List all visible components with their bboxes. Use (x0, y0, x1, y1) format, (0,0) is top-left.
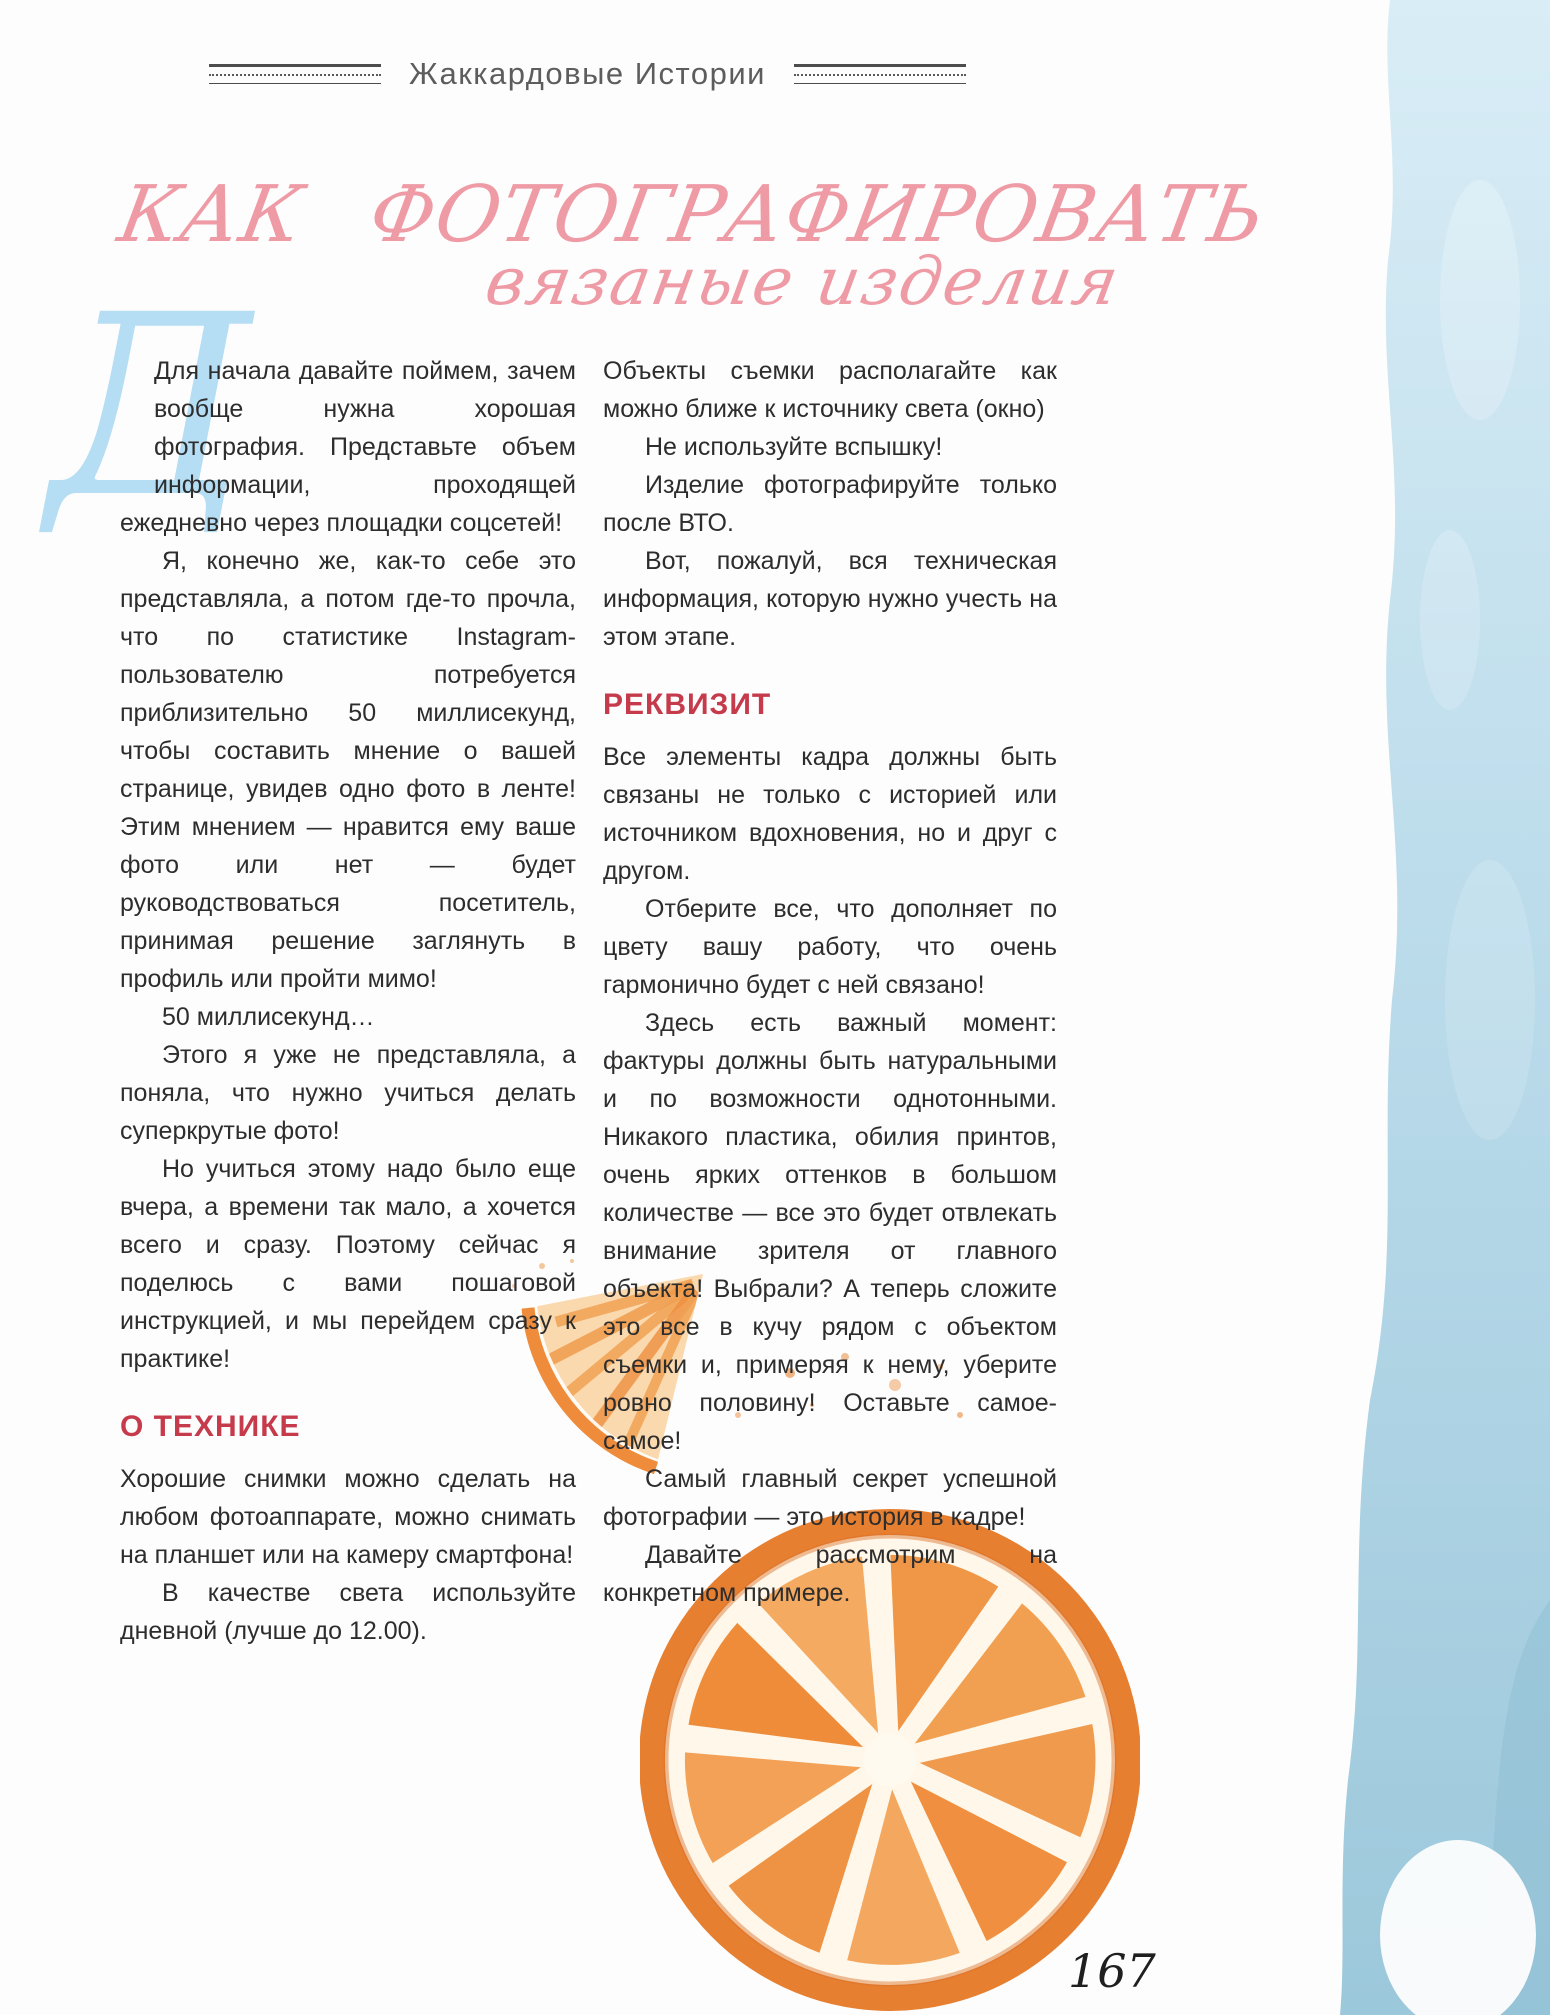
section-heading-props: РЕКВИЗИТ (603, 688, 772, 721)
rule-line (209, 83, 381, 84)
drop-cap-spacer (120, 352, 154, 504)
rule-line (209, 74, 381, 76)
rule-line (794, 74, 966, 76)
article-title-line2: вязаные изделия (480, 243, 1126, 320)
rule-line (209, 64, 381, 67)
paragraph: Вот, пожалуй, вся техническая информация, которую нужно учесть на этом этапе. (603, 547, 1057, 651)
paragraph: Но учиться этому надо было еще вчера, а времени так мало, а хочется всего и сразу. Поэтому сейчас я поделюсь с вами пошаговой инструкцией, и мы перейдем сразу к практике! (120, 1155, 576, 1373)
section-heading-technique: О ТЕХНИКЕ (120, 1410, 301, 1443)
paragraph: Давайте рассмотрим на конкретном примере. (603, 1541, 1057, 1607)
article-title-line1: КАК ФОТОГРАФИРОВАТЬ (112, 170, 1272, 260)
column-left (120, 352, 576, 1650)
paragraph: Этого я уже не представляла, а поняла, что нужно учиться делать суперкрутые фото! (120, 1041, 576, 1145)
rule-line (794, 83, 966, 84)
drop-cap-letter: Д (48, 261, 252, 552)
paragraph: Отберите все, что дополняет по цвету вашу работу, что очень гармонично будет с ней связано! (603, 895, 1057, 999)
page-header (0, 56, 1175, 92)
header-rule-left (209, 64, 381, 84)
series-title: Жаккардовые Истории (409, 56, 766, 91)
paragraph-text: Для начала давайте поймем, зачем вообще нужна хорошая фотография. Представьте объем информации, проходящей ежедневно через площадки соцсетей! (120, 357, 576, 537)
paragraph: В качестве света используйте дневной (лучше до 12.00). (120, 1579, 576, 1645)
paragraph: 50 миллисекунд… (162, 1003, 375, 1031)
paragraph: Не используйте вспышку! (645, 433, 943, 461)
paragraph: Все элементы кадра должны быть связаны не только с историей или источником вдохновения, но и друг с другом. (603, 743, 1057, 885)
paragraph: Изделие фотографируйте только после ВТО. (603, 471, 1057, 537)
rule-line (794, 64, 966, 67)
paragraph: Здесь есть важный момент: фактуры должны быть натуральными и по возможности однотонными. Никакого пластика, обилия принтов, очень ярких оттенков в большом количестве — все это будет отвлекать внимание зрителя от главного объекта! Выбрали? А теперь сложите это все в кучу рядом с объектом съемки и, примеряя к нему, уберите ровно половину! Оставьте самое-самое! (603, 1009, 1057, 1455)
paragraph: Хорошие снимки можно сделать на любом фотоаппарате, можно снимать на планшет или на камеру смартфона! (120, 1465, 576, 1569)
paragraph (120, 352, 576, 542)
column-right (603, 352, 1057, 1612)
paragraph: Объекты съемки располагайте как можно ближе к источнику света (окно) (603, 357, 1057, 423)
header-rule-right (794, 64, 966, 84)
page-number: 167 (1068, 1944, 1156, 1998)
paragraph: Самый главный секрет успешной фотографии — это история в кадре! (603, 1465, 1057, 1531)
paragraph: Я, конечно же, как-то себе это представляла, а потом где-то прочла, что по статистике Instagram-пользователю потребуется приблизительно 50 миллисекунд, чтобы составить мнение о вашей странице, увидев одно фото в ленте! Этим мнением — нравится ему ваше фото или нет — будет руководствоваться посетитель, принимая решение заглянуть в профиль или пройти мимо! (120, 547, 576, 993)
watercolor-band (1330, 0, 1550, 2015)
